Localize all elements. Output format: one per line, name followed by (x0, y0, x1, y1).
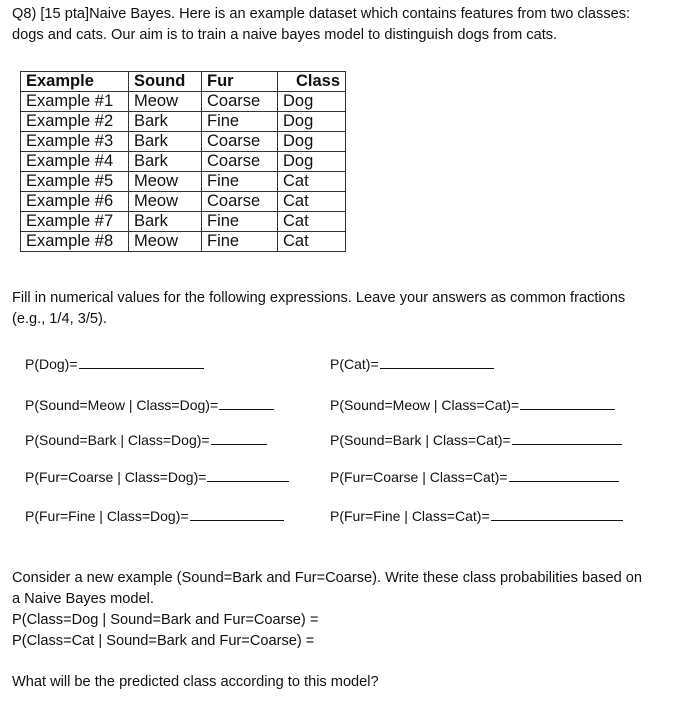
dataset-table (20, 71, 346, 252)
expr-p-dog (25, 356, 204, 372)
expr-label: P(Sound=Meow | Class=Dog)= (25, 397, 219, 413)
question-line-1: Q8) [15 pta]Naive Bayes. Here is an example dataset which contains features from two classes: (12, 6, 631, 22)
answer-blank[interactable] (380, 367, 494, 369)
table-row (21, 172, 346, 192)
answer-blank[interactable] (190, 519, 284, 521)
answer-blank[interactable] (207, 480, 289, 482)
cell-example: Example #2 (21, 112, 129, 132)
expr-label: P(Fur=Coarse | Class=Cat)= (330, 469, 508, 485)
cell-fur: Coarse (202, 132, 278, 152)
expr-p-meow-given-cat (330, 397, 615, 413)
header-fur: Fur (202, 72, 278, 92)
cell-class: Dog (278, 152, 346, 172)
answer-blank[interactable] (509, 480, 619, 482)
expr-p-fine-given-dog (25, 508, 284, 524)
new-example-line-1: Consider a new example (Sound=Bark and Fur=Coarse). Write these class probabilities based on (12, 570, 643, 586)
instructions-line-2: (e.g., 1/4, 3/5). (12, 311, 107, 327)
question-line-2: dogs and cats. Our aim is to train a naive bayes model to distinguish dogs from cats. (12, 27, 558, 43)
cell-sound: Meow (129, 172, 202, 192)
table-row (21, 192, 346, 212)
cell-example: Example #5 (21, 172, 129, 192)
table-row (21, 112, 346, 132)
expr-label: P(Sound=Bark | Class=Dog)= (25, 432, 210, 448)
cell-sound: Meow (129, 192, 202, 212)
answer-blank[interactable] (219, 408, 274, 410)
cell-fur: Fine (202, 112, 278, 132)
cell-example: Example #1 (21, 92, 129, 112)
answer-blank[interactable] (512, 443, 622, 445)
cell-class: Cat (278, 212, 346, 232)
cell-example: Example #4 (21, 152, 129, 172)
cell-sound: Meow (129, 232, 202, 252)
expr-p-fine-given-cat (330, 508, 623, 524)
cell-fur: Coarse (202, 192, 278, 212)
cell-example: Example #6 (21, 192, 129, 212)
cell-sound: Bark (129, 152, 202, 172)
header-sound: Sound (129, 72, 202, 92)
cell-fur: Coarse (202, 92, 278, 112)
answer-blank[interactable] (491, 519, 623, 521)
posterior-dog: P(Class=Dog | Sound=Bark and Fur=Coarse) = (12, 612, 319, 628)
expr-label: P(Cat)= (330, 356, 379, 372)
answer-blank[interactable] (79, 367, 204, 369)
expr-label: P(Dog)= (25, 356, 78, 372)
cell-class: Dog (278, 132, 346, 152)
cell-sound: Bark (129, 132, 202, 152)
table-row (21, 232, 346, 252)
table-header-row (21, 72, 346, 92)
table-row (21, 132, 346, 152)
cell-fur: Fine (202, 172, 278, 192)
expr-p-meow-given-dog (25, 397, 274, 413)
cell-fur: Fine (202, 212, 278, 232)
answer-blank[interactable] (520, 408, 615, 410)
table-row (21, 152, 346, 172)
cell-class: Cat (278, 232, 346, 252)
expr-p-coarse-given-dog (25, 469, 289, 485)
cell-fur: Coarse (202, 152, 278, 172)
cell-fur: Fine (202, 232, 278, 252)
expr-p-bark-given-cat (330, 432, 622, 448)
posterior-cat: P(Class=Cat | Sound=Bark and Fur=Coarse) = (12, 633, 315, 649)
cell-example: Example #8 (21, 232, 129, 252)
cell-class: Dog (278, 92, 346, 112)
cell-example: Example #3 (21, 132, 129, 152)
new-example-line-2: a Naive Bayes model. (12, 591, 154, 607)
cell-sound: Bark (129, 212, 202, 232)
cell-sound: Bark (129, 112, 202, 132)
new-example-text (12, 568, 682, 652)
instructions-line-1: Fill in numerical values for the following expressions. Leave your answers as common fractions (12, 290, 626, 306)
expr-label: P(Fur=Fine | Class=Cat)= (330, 508, 490, 524)
cell-sound: Meow (129, 92, 202, 112)
expr-label: P(Sound=Meow | Class=Cat)= (330, 397, 520, 413)
table-row (21, 212, 346, 232)
table-row (21, 92, 346, 112)
cell-class: Dog (278, 112, 346, 132)
header-example: Example (21, 72, 129, 92)
expr-label: P(Sound=Bark | Class=Cat)= (330, 432, 511, 448)
cell-class: Cat (278, 192, 346, 212)
cell-example: Example #7 (21, 212, 129, 232)
answer-blank[interactable] (211, 443, 267, 445)
expr-label: P(Fur=Fine | Class=Dog)= (25, 508, 189, 524)
cell-class: Cat (278, 172, 346, 192)
prediction-question: What will be the predicted class according to this model? (12, 674, 379, 690)
header-class: Class (278, 72, 346, 92)
expr-p-bark-given-dog (25, 432, 267, 448)
question-text (12, 4, 682, 46)
expr-label: P(Fur=Coarse | Class=Dog)= (25, 469, 207, 485)
expr-p-coarse-given-cat (330, 469, 619, 485)
expr-p-cat (330, 356, 494, 372)
instructions-text (12, 288, 682, 330)
